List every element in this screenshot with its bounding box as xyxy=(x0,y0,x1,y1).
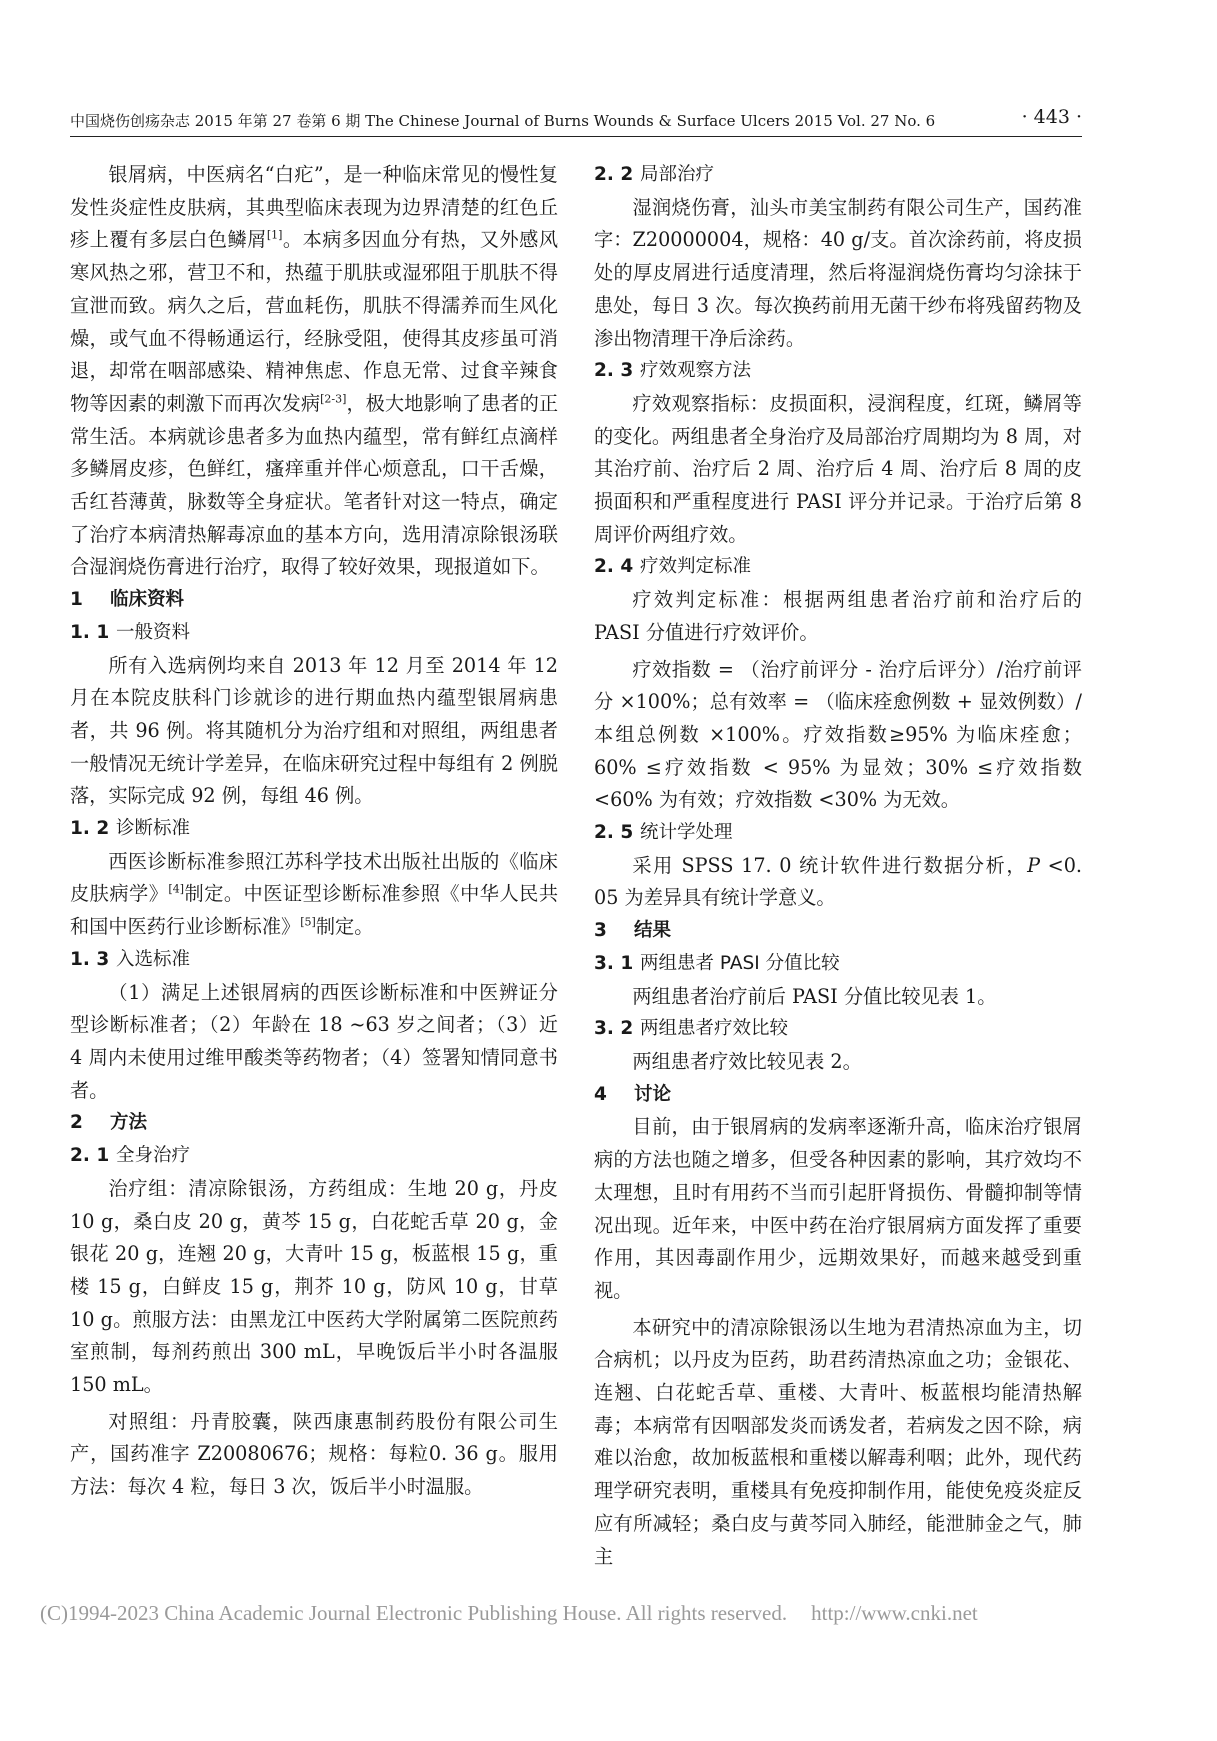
citation-2-3: [2-3] xyxy=(320,392,347,406)
section-heading-clinical-data: 1 临床资料 xyxy=(70,589,185,611)
efficacy-criteria-paragraph: 疗效判定标准：根据两组患者治疗前和治疗后的 PASI 分值进行疗效评价。 xyxy=(594,588,1082,644)
subsection-heading-inclusion-criteria: 1. 3 入选标准 xyxy=(70,948,191,970)
running-header xyxy=(70,106,1082,133)
diagnostic-criteria-paragraph: 西医诊断标准参照江苏科学技术出版社出版的《临床皮肤病学》[4]制定。中医证型诊断标准参照《中华人民共和国中医药行业诊断标准》[5]制定。 xyxy=(70,849,559,939)
subsection-heading-observation-method: 2. 3 疗效观察方法 xyxy=(594,360,752,382)
general-data-paragraph: 所有入选病例均来自 2013 年 12 月至 2014 年 12 月在本院皮肤科门诊就诊的进行期血热内蕴型银屑病患者，共 96 例。将其随机分为治疗组和对照组，两组患者一般情况无统计学差异，在临床研究过程中每组有 2 例脱落，实际完成 92 例，每组 46 例。 xyxy=(70,653,558,808)
citation-1: [1] xyxy=(266,229,283,243)
subsection-heading-systemic-treatment: 2. 1 全身治疗 xyxy=(70,1145,191,1167)
left-column xyxy=(70,159,558,1504)
footer-url-link[interactable]: http://www.cnki.net xyxy=(811,1601,978,1625)
section-heading-discussion: 4 讨论 xyxy=(594,1083,672,1105)
copyright-footer xyxy=(40,1601,1180,1626)
section-heading-methods: 2 方法 xyxy=(70,1112,148,1134)
subsection-heading-local-treatment: 2. 2 局部治疗 xyxy=(594,164,715,185)
treatment-group-paragraph: 治疗组：清凉除银汤，方药组成：生地 20 g，丹皮 10 g，桑白皮 20 g，黄芩 15 g，白花蛇舌草 20 g，金银花 20 g，连翘 20 g，大青叶 15 g，板蓝根 15 g，重楼 15 g，白鲜皮 15 g，荆芥 10 g，防风 10 g，甘草 10 g。煎服方法：由黑龙江中医药大学附属第二医院煎药室煎制，每剂药煎出 300 mL，早晚饭后半小时各温服 150 mL。 xyxy=(70,1176,558,1397)
p-value-symbol: P xyxy=(1027,853,1040,877)
header-divider xyxy=(70,136,1082,137)
copyright-text: (C)1994-2023 China Academic Journal Electronic Publishing House. All rights reserved. xyxy=(40,1601,788,1625)
right-column xyxy=(594,159,1082,1573)
subsection-heading-pasi-comparison: 3. 1 两组患者 PASI 分值比较 xyxy=(594,952,840,974)
local-treatment-paragraph: 湿润烧伤膏，汕头市美宝制药有限公司生产，国药准字：Z20000004，规格：40 g/支。首次涂药前，将皮损处的厚皮屑进行适度清理，然后将湿润烧伤膏均匀涂抹于患处，每日 3 次。每次换药前用无菌干纱布将残留药物及渗出物清理干净后涂药。 xyxy=(594,195,1082,350)
subsection-heading-diagnostic-criteria: 1. 2 诊断标准 xyxy=(70,818,191,840)
pasi-comparison-paragraph: 两组患者治疗前后 PASI 分值比较见表 1。 xyxy=(632,984,997,1008)
statistics-paragraph: 采用 SPSS 17. 0 统计软件进行数据分析，P <0. 05 为差异具有统计学意义。 xyxy=(594,853,1083,910)
discussion-paragraph-1: 目前，由于银屑病的发病率逐渐升高，临床治疗银屑病的方法也随之增多，但受各种因素的影响，其疗效均不太理想，且时有用药不当而引起肝肾损伤、骨髓抑制等情况出现。近年来，中医中药在治疗银屑病方面发挥了重要作用，其因毒副作用少，远期效果好，而越来越受到重视。 xyxy=(594,1115,1082,1302)
introduction-paragraph: 银屑病，中医病名“白疕”，是一种临床常见的慢性复发性炎症性皮肤病，其典型临床表现为边界清楚的红色丘疹上覆有多层白色鳞屑[1]。本病多因血分有热，又外感风寒风热之邪，营卫不和，热蕴于肌肤或湿邪阻于肌肤不得宣泄而致。病久之后，营血耗伤，肌肤不得濡养而生风化燥，或气血不得畅通运行，经脉受阻，使得其皮疹虽可消退，却常在咽部感染、精神焦虑、作息无常、过食辛辣食物等因素的刺激下而再次发病[2-3]，极大地影响了患者的正常生活。本病就诊患者多为血热内蕴型，常有鲜红点滴样多鳞屑皮疹，色鲜红，瘙痒重并伴心烦意乱，口干舌燥，舌红苔薄黄，脉数等全身症状。笔者针对这一特点，确定了治疗本病清热解毒凉血的基本方向，选用清凉除银汤联合湿润烧伤膏进行治疗，取得了较好效果，现报道如下。 xyxy=(70,163,559,579)
efficacy-formula-paragraph: 疗效指数 = （治疗前评分 - 治疗后评分）/治疗前评分 ×100%；总有效率 = （临床痊愈例数 + 显效例数）/本组总例数 ×100%。疗效指数≥95% 为临床痊愈；60% ≤疗效指数 < 95% 为显效；30% ≤疗效指数 <60% 为有效；疗效指数 <30% 为无效。 xyxy=(594,657,1082,812)
observation-method-paragraph: 疗效观察指标：皮损面积，浸润程度，红斑，鳞屑等的变化。两组患者全身治疗及局部治疗周期均为 8 周，对其治疗前、治疗后 2 周、治疗后 4 周、治疗后 8 周的皮损面积和严重程度进行 PASI 评分并记录。于治疗后第 8 周评价两组疗效。 xyxy=(594,391,1082,546)
subsection-heading-efficacy-comparison: 3. 2 两组患者疗效比较 xyxy=(594,1018,789,1040)
citation-5: [5] xyxy=(300,915,316,929)
subsection-heading-statistics: 2. 5 统计学处理 xyxy=(594,822,733,844)
subsection-heading-efficacy-criteria: 2. 4 疗效判定标准 xyxy=(594,556,752,578)
journal-citation-line: 中国烧伤创疡杂志 2015 年第 27 卷第 6 期 The Chinese Journal of Burns Wounds & Surface Ulcers 2015 Vol. 27 No. 6 xyxy=(70,112,936,130)
subsection-heading-general-data: 1. 1 一般资料 xyxy=(70,621,191,643)
discussion-paragraph-2: 本研究中的清凉除银汤以生地为君清热凉血为主，切合病机；以丹皮为臣药，助君药清热凉血之功；金银花、连翘、白花蛇舌草、重楼、大青叶、板蓝根均能清热解毒；本病常有因咽部发炎而诱发者，若病发之因不除，病难以治愈，故加板蓝根和重楼以解毒利咽；此外，现代药理学研究表明，重楼具有免疫抑制作用，能使免疫炎症反应有所减轻；桑白皮与黄芩同入肺经，能泄肺金之气，肺主 xyxy=(594,1315,1082,1568)
control-group-paragraph: 对照组：丹青胶囊，陕西康惠制药股份有限公司生产，国药准字 Z20080676；规格：每粒0. 36 g。服用方法：每次 4 粒，每日 3 次，饭后半小时温服。 xyxy=(70,1409,558,1499)
page-number: · 443 · xyxy=(1021,106,1082,128)
citation-4: [4] xyxy=(168,883,185,897)
section-heading-results: 3 结果 xyxy=(594,920,672,942)
efficacy-comparison-paragraph: 两组患者疗效比较见表 2。 xyxy=(632,1049,862,1073)
inclusion-criteria-paragraph: （1）满足上述银屑病的西医诊断标准和中医辨证分型诊断标准者；（2）年龄在 18 ~63 岁之间者；（3）近 4 周内未使用过维甲酸类等药物者；（4）签署知情同意书者。 xyxy=(70,980,558,1102)
